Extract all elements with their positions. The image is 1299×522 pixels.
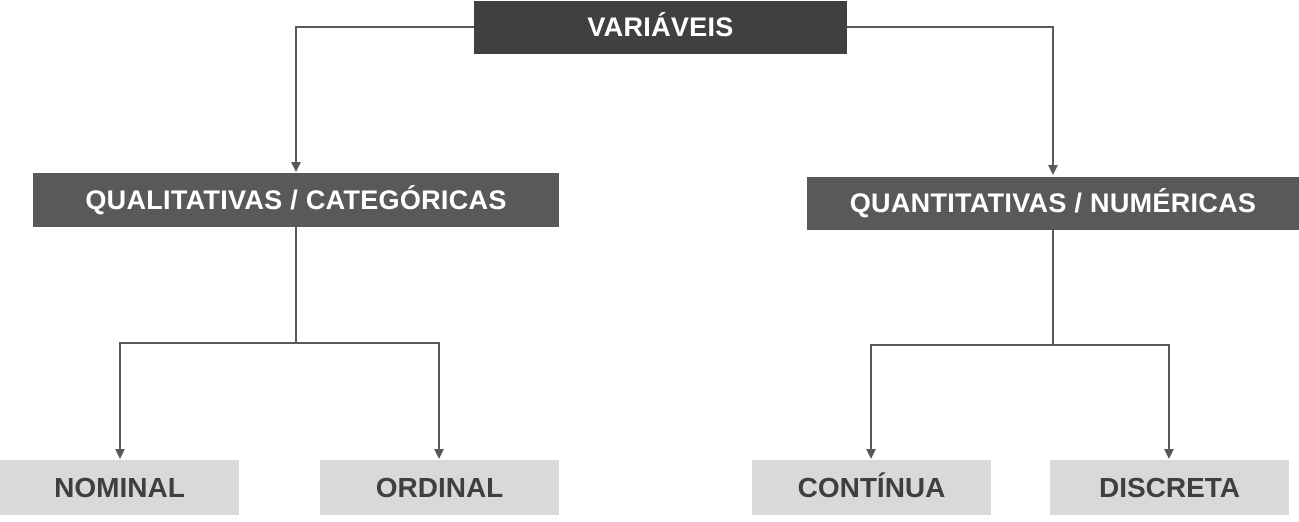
node-discreta-label: DISCRETA: [1098, 471, 1241, 503]
node-quantitativas-label: QUANTITATIVAS / NUMÉRICAS: [849, 188, 1257, 218]
node-discreta: [1050, 460, 1289, 515]
arrowhead-discreta: [1164, 449, 1174, 459]
arrowhead-nominal: [115, 449, 125, 459]
node-ordinal-label: ORDINAL: [375, 471, 504, 503]
connector-quantitativas-to-discreta: [1053, 345, 1169, 450]
node-ordinal: [320, 460, 559, 515]
node-qualitativas-label: QUALITATIVAS / CATEGÓRICAS: [85, 184, 507, 215]
node-nominal-label: NOMINAL: [54, 471, 185, 503]
node-variaveis: [474, 1, 847, 54]
node-continua-label: CONTÍNUA: [797, 471, 946, 503]
connector-qualitativas-to-ordinal: [296, 343, 439, 450]
arrowhead-qualitativas: [291, 162, 301, 172]
connector-root-to-qualitativas: [296, 27, 474, 163]
connector-qualitativas-to-nominal: [120, 343, 296, 450]
connector-quantitativas-to-continua: [871, 345, 1053, 450]
arrowhead-continua: [866, 449, 876, 459]
connector-root-to-quantitativas: [847, 27, 1053, 166]
node-quantitativas: [807, 177, 1299, 230]
node-nominal: [0, 460, 239, 515]
node-continua: [752, 460, 991, 515]
node-qualitativas: [33, 173, 559, 227]
node-variaveis-label: VARIÁVEIS: [587, 12, 734, 42]
arrowhead-quantitativas: [1048, 165, 1058, 175]
arrowhead-ordinal: [434, 449, 444, 459]
